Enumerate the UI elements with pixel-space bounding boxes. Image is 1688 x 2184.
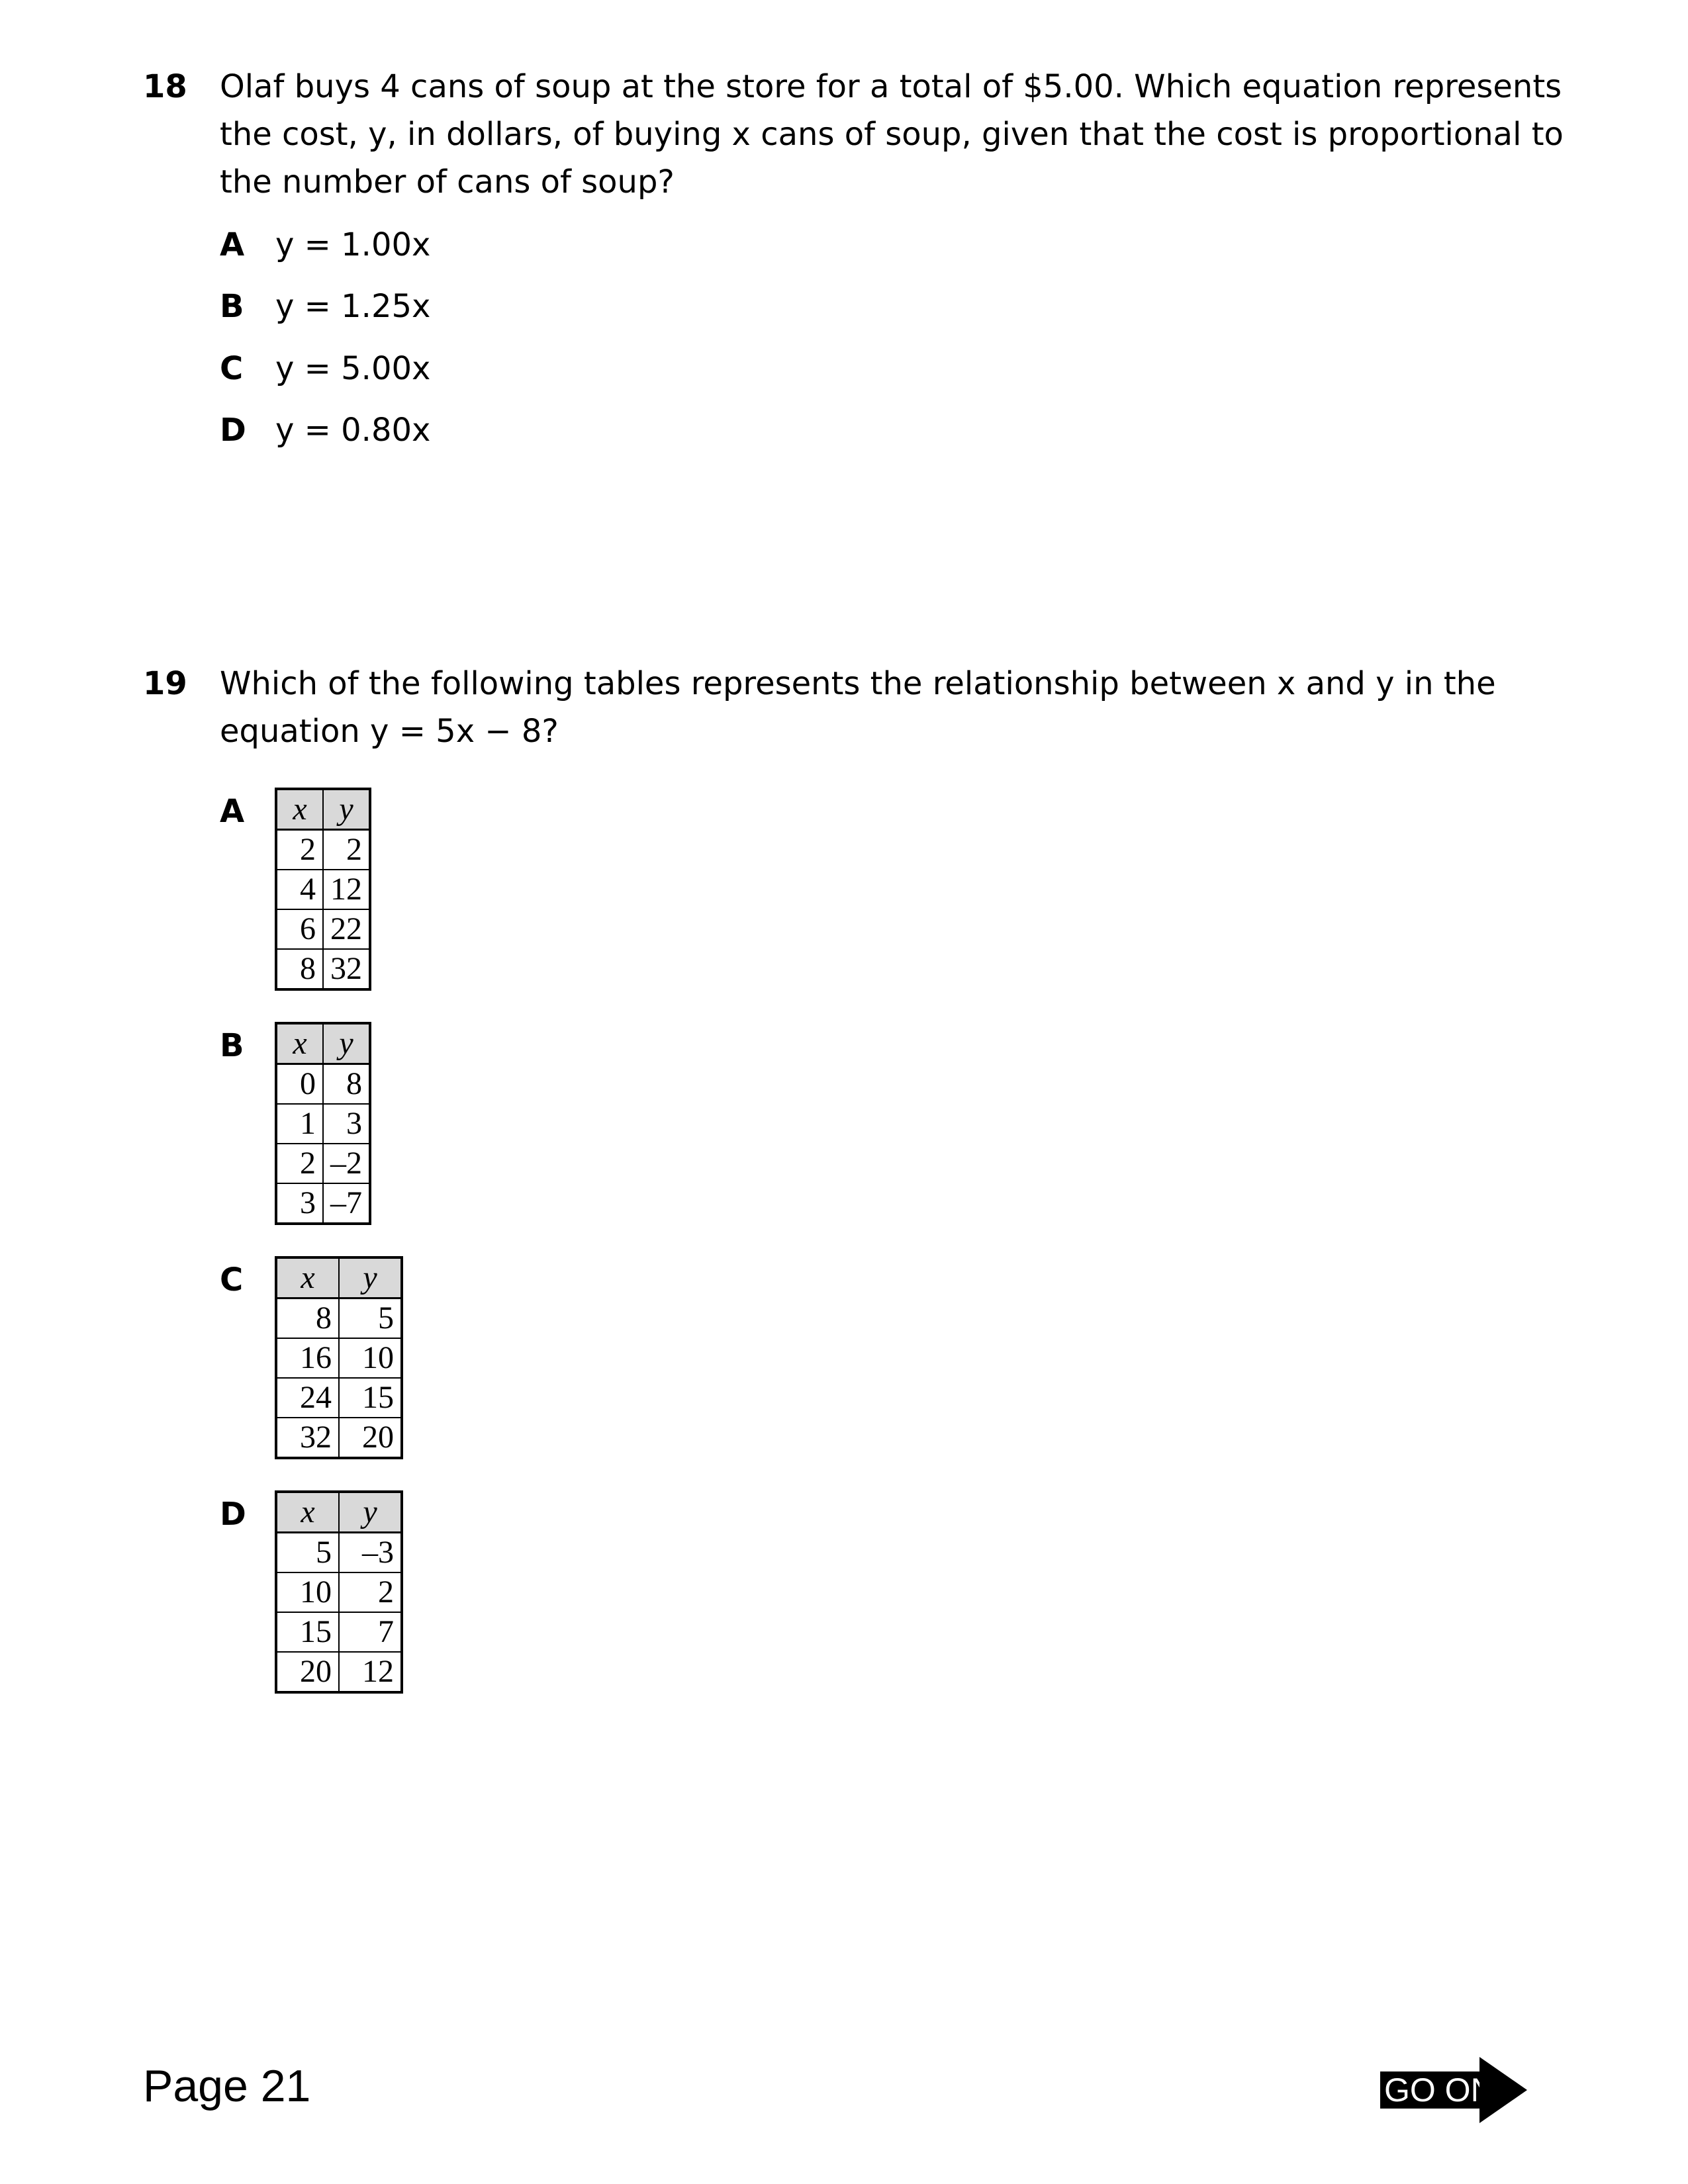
- table-row: [276, 870, 370, 909]
- table-cell-x: 4: [276, 870, 323, 909]
- table-cell-y: 5: [339, 1298, 402, 1339]
- table-row: [276, 1064, 370, 1105]
- arrow-right-icon: [1479, 2057, 1527, 2123]
- table-cell-y: 12: [323, 870, 370, 909]
- table-cell-y: 7: [339, 1612, 402, 1652]
- question-18-line-2: the cost, y, in dollars, of buying x cans of soup, given that the cost is proportional to: [220, 116, 1564, 153]
- table-row: [276, 1533, 402, 1573]
- table-row: [276, 1652, 402, 1692]
- table-cell-y: –3: [339, 1533, 402, 1573]
- q18-option-a-equation: y = 1.00x: [275, 226, 431, 263]
- table-row: [276, 1418, 402, 1458]
- table-header-x: x: [276, 789, 323, 830]
- question-18-number: 18: [143, 68, 187, 105]
- q18-option-c-equation: y = 5.00x: [275, 350, 431, 387]
- table-cell-x: 8: [276, 949, 323, 989]
- table-cell-y: 2: [323, 830, 370, 870]
- table-cell-y: 22: [323, 909, 370, 949]
- table-cell-x: 3: [276, 1183, 323, 1224]
- table-header-y: y: [323, 789, 370, 830]
- table-cell-y: 20: [339, 1418, 402, 1458]
- q18-option-b-letter: B: [220, 288, 244, 325]
- table-row: [276, 1298, 402, 1339]
- q19-option-a-table: [275, 788, 371, 991]
- q18-option-c[interactable]: [220, 349, 617, 388]
- table-cell-x: 2: [276, 830, 323, 870]
- table-cell-y: 12: [339, 1652, 402, 1692]
- table-cell-y: 2: [339, 1572, 402, 1612]
- q19-option-c-letter[interactable]: C: [220, 1261, 244, 1298]
- go-on-button[interactable]: [1380, 2057, 1546, 2123]
- q18-option-a-letter: A: [220, 226, 245, 263]
- table-row: [276, 1572, 402, 1612]
- question-18-line-1: Olaf buys 4 cans of soup at the store for a total of $5.00. Which equation represents: [220, 68, 1562, 105]
- page-number: Page 21: [143, 2061, 311, 2111]
- table-cell-x: 6: [276, 909, 323, 949]
- table-row: [276, 1378, 402, 1418]
- q19-option-c-table: [275, 1256, 403, 1459]
- question-18-line-3: the number of cans of soup?: [220, 163, 675, 201]
- q18-option-c-letter: C: [220, 350, 244, 387]
- table-cell-y: –7: [323, 1183, 370, 1224]
- table-cell-x: 8: [276, 1298, 339, 1339]
- table-header-y: y: [339, 1492, 402, 1533]
- question-19-number: 19: [143, 665, 187, 702]
- go-on-label: GO ON: [1380, 2071, 1499, 2109]
- table-header-x: x: [276, 1257, 339, 1298]
- table-cell-x: 15: [276, 1612, 339, 1652]
- table-cell-x: 0: [276, 1064, 323, 1105]
- table-row: [276, 1144, 370, 1183]
- table-cell-x: 16: [276, 1338, 339, 1378]
- table-header-x: x: [276, 1492, 339, 1533]
- table-row: [276, 949, 370, 989]
- table-header-y: y: [323, 1023, 370, 1064]
- q19-option-b-table: [275, 1022, 371, 1225]
- q18-option-d[interactable]: [220, 410, 617, 450]
- table-cell-y: –2: [323, 1144, 370, 1183]
- table-header-y: y: [339, 1257, 402, 1298]
- q18-option-a[interactable]: [220, 225, 617, 265]
- q19-option-b-letter[interactable]: B: [220, 1027, 244, 1064]
- q18-option-d-letter: D: [220, 412, 246, 449]
- table-cell-x: 24: [276, 1378, 339, 1418]
- table-cell-x: 1: [276, 1104, 323, 1144]
- q19-option-a-letter[interactable]: A: [220, 793, 245, 830]
- table-cell-x: 32: [276, 1418, 339, 1458]
- question-19-line-2: equation y = 5x − 8?: [220, 713, 559, 750]
- table-cell-y: 10: [339, 1338, 402, 1378]
- table-row: [276, 909, 370, 949]
- question-19-line-1: Which of the following tables represents the relationship between x and y in the: [220, 665, 1496, 702]
- table-row: [276, 1612, 402, 1652]
- table-cell-x: 5: [276, 1533, 339, 1573]
- table-cell-x: 10: [276, 1572, 339, 1612]
- q18-option-b[interactable]: [220, 287, 617, 326]
- table-cell-y: 8: [323, 1064, 370, 1105]
- table-cell-x: 2: [276, 1144, 323, 1183]
- table-row: [276, 1104, 370, 1144]
- table-cell-x: 20: [276, 1652, 339, 1692]
- q19-option-d-letter[interactable]: D: [220, 1496, 246, 1533]
- q18-option-b-equation: y = 1.25x: [275, 288, 431, 325]
- table-row: [276, 1338, 402, 1378]
- table-cell-y: 32: [323, 949, 370, 989]
- table-row: [276, 1183, 370, 1224]
- q18-option-d-equation: y = 0.80x: [275, 412, 431, 449]
- table-header-x: x: [276, 1023, 323, 1064]
- table-cell-y: 15: [339, 1378, 402, 1418]
- q19-option-d-table: [275, 1490, 403, 1694]
- table-row: [276, 830, 370, 870]
- table-cell-y: 3: [323, 1104, 370, 1144]
